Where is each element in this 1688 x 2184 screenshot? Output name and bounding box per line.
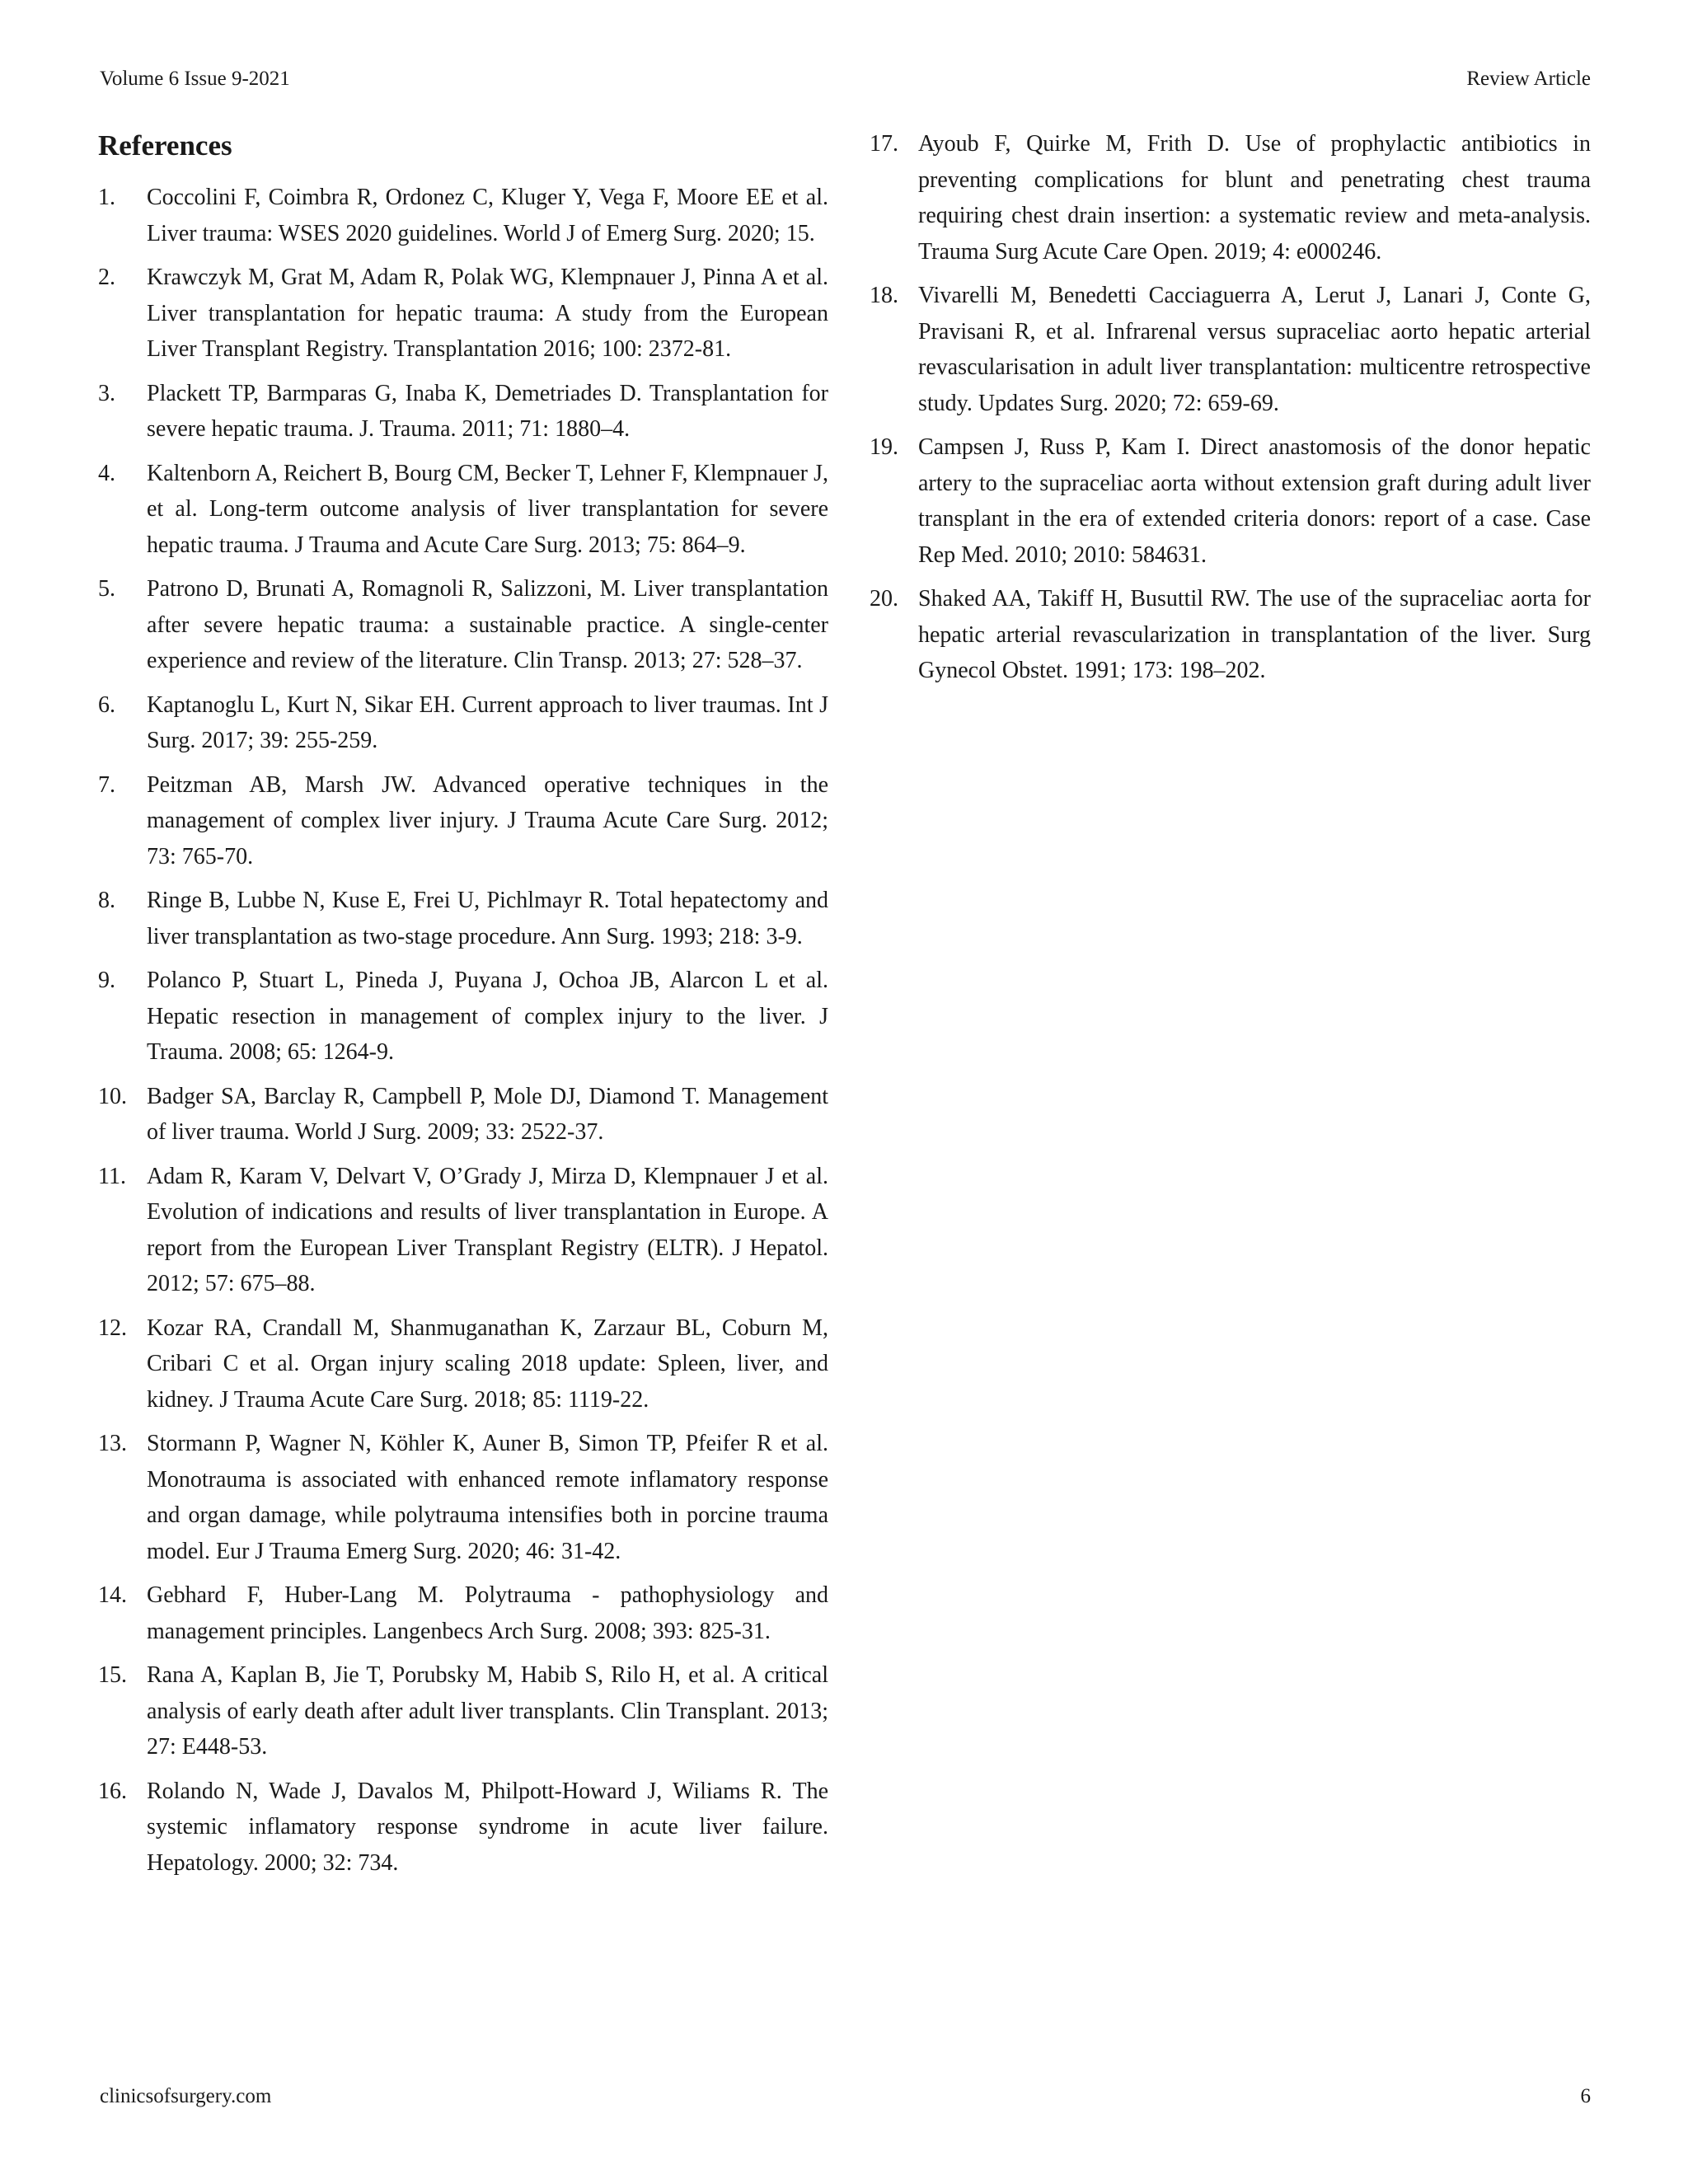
reference-item xyxy=(98,376,828,448)
reference-number: 4. xyxy=(98,460,115,486)
reference-number: 18. xyxy=(870,283,898,308)
reference-item xyxy=(98,1426,828,1569)
reference-item xyxy=(870,278,1591,421)
reference-number: 6. xyxy=(98,691,115,718)
reference-item xyxy=(98,883,828,954)
reference-item xyxy=(98,687,828,759)
reference-list-right xyxy=(870,126,1591,689)
reference-text: Rolando N, Wade J, Davalos M, Philpott-Howard J, Wiliams R. The systemic inflamatory response syndrome in acute liver failure. Hepatology. 2000; 32: 734. xyxy=(147,1778,828,1876)
reference-number: 7. xyxy=(98,771,115,798)
reference-text: Campsen J, Russ P, Kam I. Direct anastomosis of the donor hepatic artery to the supraceliac aorta without extension graft during adult liver transplant in the era of extended criteria donors: report of a case. Case Rep Med. 2010; 2010: 584631. xyxy=(918,434,1591,568)
reference-item xyxy=(98,1079,828,1151)
reference-item xyxy=(98,456,828,564)
reference-number: 8. xyxy=(98,888,115,913)
reference-text: Kaltenborn A, Reichert B, Bourg CM, Becker T, Lehner F, Klempnauer J, et al. Long-term outcome analysis of liver transplantation for severe hepatic trauma. J Trauma and Acute Care Surg. 2013; 75: 864–9. xyxy=(147,460,828,558)
reference-text: Adam R, Karam V, Delvart V, O’Grady J, Mirza D, Klempnauer J et al. Evolution of indications and results of liver transplantation in Europe. A report from the European Liver Transplant Registry (ELTR). J Hepatol. 2012; 57: 675–88. xyxy=(147,1163,828,1296)
references-left-column xyxy=(98,125,828,1889)
reference-item xyxy=(98,1159,828,1302)
reference-text: Badger SA, Barclay R, Campbell P, Mole DJ, Diamond T. Management of liver trauma. World J Surg. 2009; 33: 2522-37. xyxy=(147,1083,828,1145)
reference-text: Shaked AA, Takiff H, Busuttil RW. The use of the supraceliac aorta for hepatic arterial revascularization in transplantation of the liver. Surg Gynecol Obstet. 1991; 173: 198–202. xyxy=(918,586,1591,683)
journal-volume: Volume 6 Issue 9-2021 xyxy=(100,68,290,90)
reference-number: 3. xyxy=(98,380,115,406)
reference-text: Polanco P, Stuart L, Pineda J, Puyana J, Ochoa JB, Alarcon L et al. Hepatic resection in management of complex injury to the liver. J Trauma. 2008; 65: 1264-9. xyxy=(147,968,828,1065)
reference-item xyxy=(870,126,1591,269)
reference-text: Ringe B, Lubbe N, Kuse E, Frei U, Pichlmayr R. Total hepatectomy and liver transplantation as two-stage procedure. Ann Surg. 1993; 218: 3-9. xyxy=(147,888,828,949)
reference-item xyxy=(98,1657,828,1765)
reference-text: Ayoub F, Quirke M, Frith D. Use of prophylactic antibiotics in preventing complications for blunt and penetrating chest trauma requiring chest drain insertion: a systematic review and meta-analysis. Trauma Surg Acute Care Open. 2019; 4: e000246. xyxy=(918,131,1591,265)
article-type: Review Article xyxy=(1466,68,1591,90)
reference-text: Kozar RA, Crandall M, Shanmuganathan K, Zarzaur BL, Coburn M, Cribari C et al. Organ injury scaling 2018 update: Spleen, liver, and kidney. J Trauma Acute Care Surg. 2018; 85: 1119-22. xyxy=(147,1315,828,1413)
reference-number: 20. xyxy=(870,586,898,612)
reference-item xyxy=(98,1310,828,1418)
page-number: 6 xyxy=(1580,2085,1591,2107)
reference-item xyxy=(98,1774,828,1882)
reference-text: Gebhard F, Huber-Lang M. Polytrauma - pathophysiology and management principles. Langenbecs Arch Surg. 2008; 393: 825-31. xyxy=(147,1582,828,1644)
reference-list-left xyxy=(98,180,828,1881)
reference-item xyxy=(870,581,1591,689)
reference-number: 10. xyxy=(98,1083,127,1109)
reference-text: Plackett TP, Barmparas G, Inaba K, Demetriades D. Transplantation for severe hepatic trauma. J. Trauma. 2011; 71: 1880–4. xyxy=(147,380,828,442)
reference-text: Stormann P, Wagner N, Köhler K, Auner B, Simon TP, Pfeifer R et al. Monotrauma is associated with enhanced remote inflamatory response and organ damage, while polytrauma intensifies both in porcine trauma model. Eur J Trauma Emerg Surg. 2020; 46: 31-42. xyxy=(147,1431,828,1564)
reference-item xyxy=(870,429,1591,573)
reference-number: 13. xyxy=(98,1431,127,1456)
reference-item xyxy=(98,1577,828,1649)
reference-number: 5. xyxy=(98,576,115,602)
reference-text: Patrono D, Brunati A, Romagnoli R, Salizzoni, M. Liver transplantation after severe hepatic trauma: a sustainable practice. A single-center experience and review of the literature. Clin Transp. 2013; 27: 528–37. xyxy=(147,576,828,673)
reference-number: 17. xyxy=(870,131,898,157)
reference-number: 9. xyxy=(98,968,115,993)
reference-number: 2. xyxy=(98,265,115,290)
reference-text: Peitzman AB, Marsh JW. Advanced operative techniques in the management of complex liver injury. J Trauma Acute Care Surg. 2012; 73: 765-70. xyxy=(147,771,828,869)
reference-item xyxy=(98,963,828,1071)
references-heading: References xyxy=(98,129,232,162)
reference-text: Coccolini F, Coimbra R, Ordonez C, Kluger Y, Vega F, Moore EE et al. Liver trauma: WSES 2020 guidelines. World J of Emerg Surg. 2020; 15. xyxy=(147,185,828,246)
reference-number: 14. xyxy=(98,1582,127,1608)
reference-item xyxy=(98,260,828,368)
reference-item xyxy=(98,767,828,875)
reference-text: Rana A, Kaplan B, Jie T, Porubsky M, Habib S, Rilo H, et al. A critical analysis of early death after adult liver transplants. Clin Transplant. 2013; 27: E448-53. xyxy=(147,1662,828,1760)
reference-number: 12. xyxy=(98,1315,127,1341)
reference-text: Krawczyk M, Grat M, Adam R, Polak WG, Klempnauer J, Pinna A et al. Liver transplantation for hepatic trauma: A study from the European Liver Transplant Registry. Transplantation 2016; 100: 2372-81. xyxy=(147,265,828,362)
reference-item xyxy=(98,180,828,251)
reference-number: 15. xyxy=(98,1662,127,1688)
reference-number: 19. xyxy=(870,434,898,460)
site-url: clinicsofsurgery.com xyxy=(100,2085,272,2107)
reference-number: 1. xyxy=(98,185,115,210)
reference-item xyxy=(98,571,828,679)
reference-number: 11. xyxy=(98,1163,126,1189)
references-right-column xyxy=(870,126,1591,697)
reference-text: Kaptanoglu L, Kurt N, Sikar EH. Current approach to liver traumas. Int J Surg. 2017; 39: 255-259. xyxy=(147,691,828,753)
reference-text: Vivarelli M, Benedetti Cacciaguerra A, Lerut J, Lanari J, Conte G, Pravisani R, et al. Infrarenal versus supraceliac aorto hepatic arterial revascularisation in adult liver transplantation: multicentre retrospective study. Updates Surg. 2020; 72: 659-69. xyxy=(918,283,1591,416)
reference-number: 16. xyxy=(98,1778,127,1804)
